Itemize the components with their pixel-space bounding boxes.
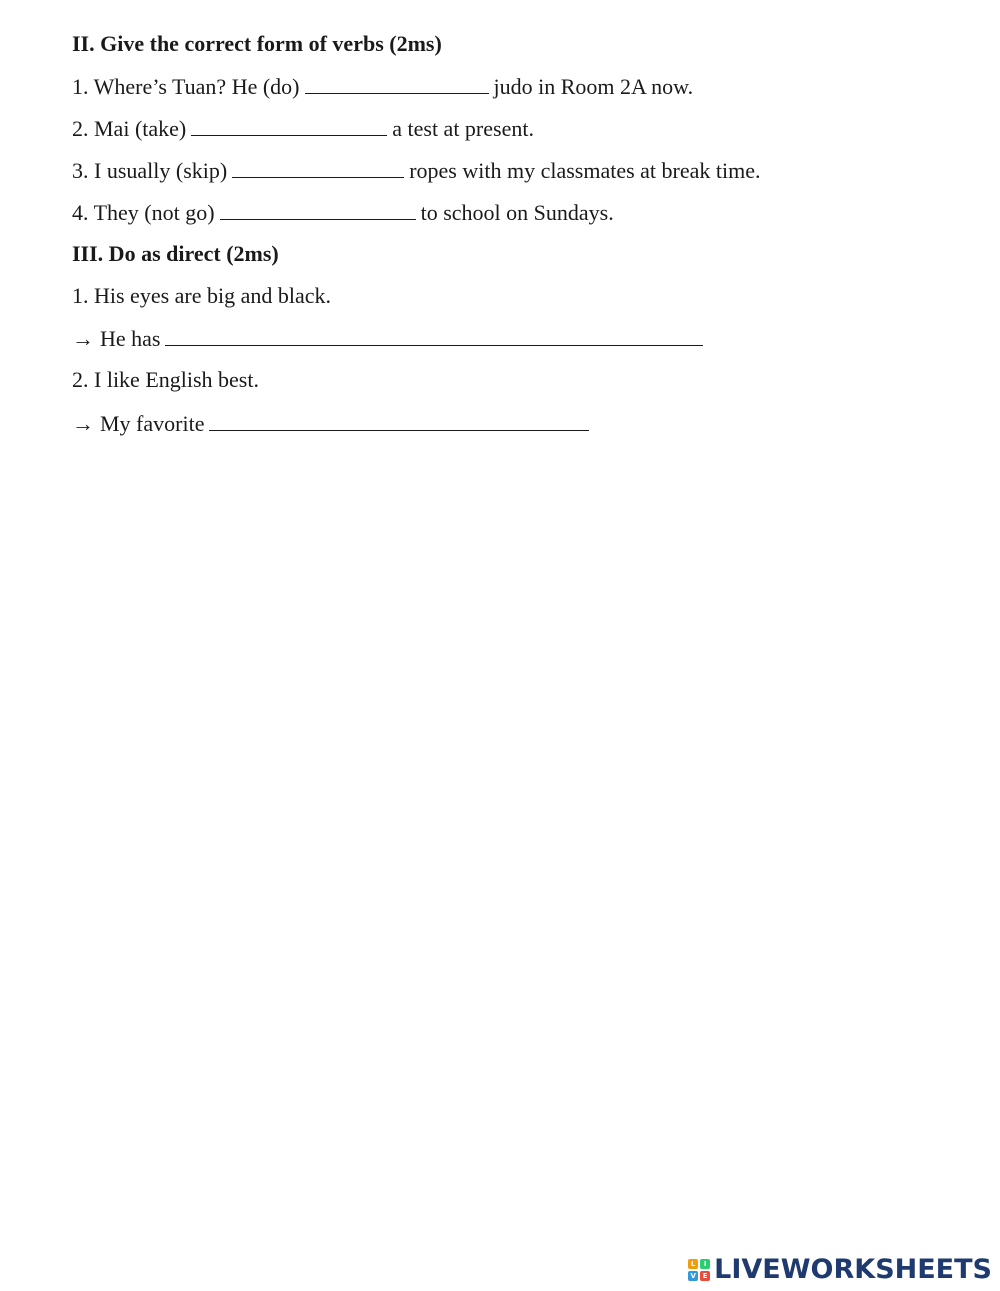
direct-answer-2: [72, 409, 594, 438]
answer-blank[interactable]: [165, 324, 703, 346]
question-text: 4. They (not go): [72, 200, 215, 225]
arrow-icon: →: [72, 411, 94, 436]
arrow-icon: →: [72, 326, 94, 351]
question-text: 1. Where’s Tuan? He (do): [72, 74, 300, 99]
question-text: 2. Mai (take): [72, 116, 187, 141]
answer-blank[interactable]: [232, 156, 404, 178]
answer-blank[interactable]: [220, 198, 416, 220]
section-2-heading: II. Give the correct form of verbs (2ms): [72, 31, 442, 56]
answer-blank[interactable]: [191, 114, 387, 136]
answer-blank[interactable]: [305, 72, 489, 94]
answer-blank[interactable]: [209, 409, 589, 431]
answer-prefix: My favorite: [100, 411, 205, 436]
brand-name: LIVEWORKSHEETS: [714, 1254, 992, 1285]
verb-question-4: [72, 198, 614, 227]
direct-prompt-1: 1. His eyes are big and black.: [72, 283, 332, 308]
liveworksheets-logo: [688, 1255, 992, 1285]
direct-prompt-2: 2. I like English best.: [72, 367, 259, 392]
question-text: 3. I usually (skip): [72, 158, 228, 183]
verb-question-3: [72, 156, 761, 185]
question-text: to school on Sundays.: [420, 200, 614, 225]
section-3-heading: III. Do as direct (2ms): [72, 241, 279, 266]
verb-question-2: [72, 114, 534, 143]
direct-answer-1: [72, 324, 708, 353]
question-text: ropes with my classmates at break time.: [409, 158, 761, 183]
answer-prefix: He has: [100, 326, 161, 351]
question-text: judo in Room 2A now.: [493, 74, 694, 99]
liveworksheets-mark-icon: L I V E: [688, 1259, 710, 1281]
verb-question-1: [72, 72, 693, 101]
question-text: a test at present.: [392, 116, 534, 141]
